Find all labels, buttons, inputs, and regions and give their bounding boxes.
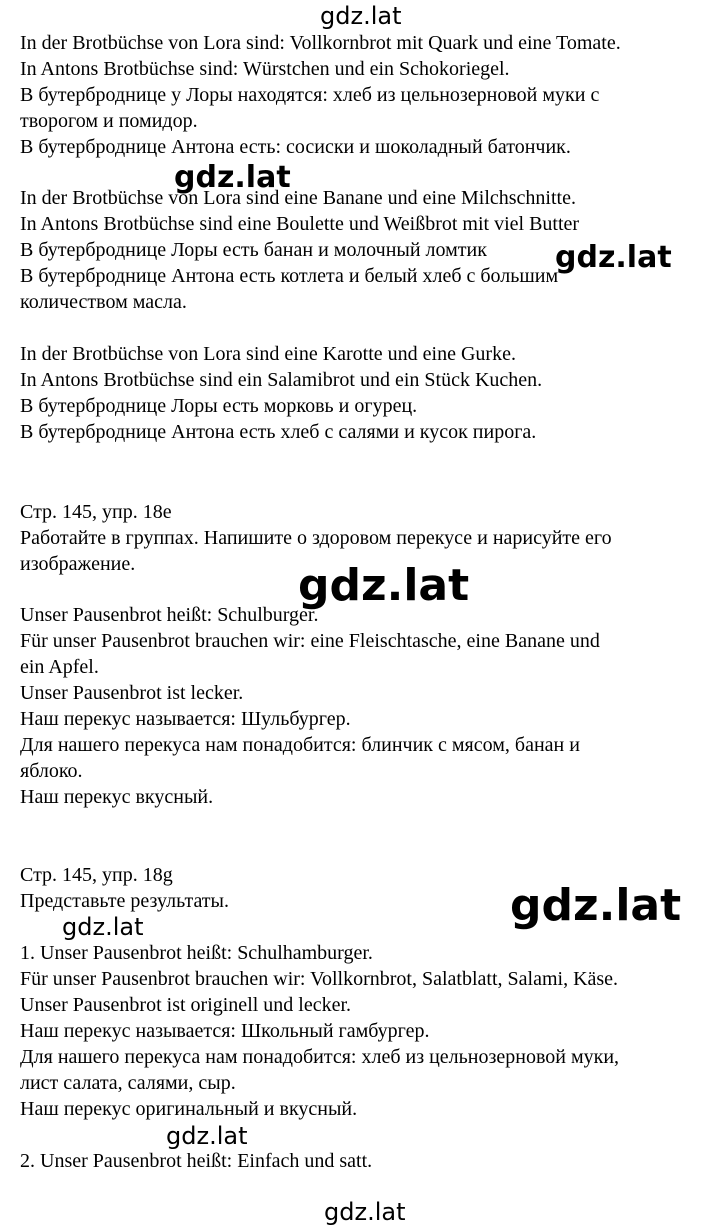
text-line: Наш перекус называется: Шульбургер. <box>20 708 351 730</box>
text-line: Наш перекус вкусный. <box>20 786 214 808</box>
watermark: gdz.lat <box>555 240 672 275</box>
text-line: In Antons Brotbüchse sind eine Boulette und Weißbrot mit viel Butter <box>20 213 580 235</box>
text-line: In der Brotbüchse von Lora sind: Vollkornbrot mit Quark und eine Tomate. <box>20 32 621 54</box>
text-line: творогом и помидор. <box>20 110 198 132</box>
watermark: gdz.lat <box>298 560 470 611</box>
watermark: gdz.lat <box>324 1198 406 1226</box>
text-line: В бутербродницe Лоры есть банан и молочный ломтик <box>20 239 487 261</box>
watermark: gdz.lat <box>320 2 402 30</box>
watermark: gdz.lat <box>166 1122 248 1150</box>
text-line: Unser Pausenbrot heißt: Schulburger. <box>20 604 319 626</box>
watermark: gdz.lat <box>510 880 682 931</box>
text-line: In Antons Brotbüchse sind ein Salamibrot und ein Stück Kuchen. <box>20 369 543 391</box>
text-line: Наш перекус оригинальный и вкусный. <box>20 1098 358 1120</box>
text-line: Для нашего перекуса нам понадобится: блинчик с мясом, банан и <box>20 734 580 756</box>
text-line: 2. Unser Pausenbrot heißt: Einfach und satt. <box>20 1150 373 1172</box>
text-line: Für unser Pausenbrot brauchen wir: eine Fleischtasche, eine Banane und <box>20 630 600 652</box>
text-line: In der Brotbüchse von Lora sind eine Banane und eine Milchschnitte. <box>20 187 576 209</box>
text-line: 1. Unser Pausenbrot heißt: Schulhamburger. <box>20 942 373 964</box>
text-line: Unser Pausenbrot ist lecker. <box>20 682 244 704</box>
text-line: яблоко. <box>20 760 83 782</box>
text-line: В бутербродницe Лоры есть морковь и огурец. <box>20 395 418 417</box>
text-line: Für unser Pausenbrot brauchen wir: Vollkornbrot, Salatblatt, Salami, Käse. <box>20 968 619 990</box>
exercise-task: изображение. <box>20 553 136 575</box>
text-line: лист салата, салями, сыр. <box>20 1072 236 1094</box>
watermark: gdz.lat <box>174 160 291 195</box>
text-line: In Antons Brotbüchse sind: Würstchen und ein Schokoriegel. <box>20 58 510 80</box>
text-line: Наш перекус называется: Школьный гамбургер. <box>20 1020 430 1042</box>
exercise-heading: Стр. 145, упр. 18e <box>20 501 172 523</box>
watermark: gdz.lat <box>62 913 144 941</box>
text-line: В бутербродницe Антона есть хлеб с салями и кусок пирога. <box>20 421 537 443</box>
text-line: В бутербродницe у Лоры находятся: хлеб из цельнозерновой муки с <box>20 84 600 106</box>
exercise-task: Представьте результаты. <box>20 890 229 912</box>
text-line: ein Apfel. <box>20 656 99 678</box>
text-line: В бутербродницe Антона есть: сосиски и шоколадный батончик. <box>20 136 571 158</box>
exercise-heading: Стр. 145, упр. 18g <box>20 864 173 886</box>
text-line: В бутербродницe Антона есть котлета и белый хлеб с большим <box>20 265 559 287</box>
text-line: количеством масла. <box>20 291 187 313</box>
text-line: Unser Pausenbrot ist originell und lecker. <box>20 994 352 1016</box>
text-line: In der Brotbüchse von Lora sind eine Karotte und eine Gurke. <box>20 343 516 365</box>
text-line: Для нашего перекуса нам понадобится: хлеб из цельнозерновой муки, <box>20 1046 620 1068</box>
exercise-task: Работайте в группах. Напишите о здоровом перекусе и нарисуйте его <box>20 527 612 549</box>
